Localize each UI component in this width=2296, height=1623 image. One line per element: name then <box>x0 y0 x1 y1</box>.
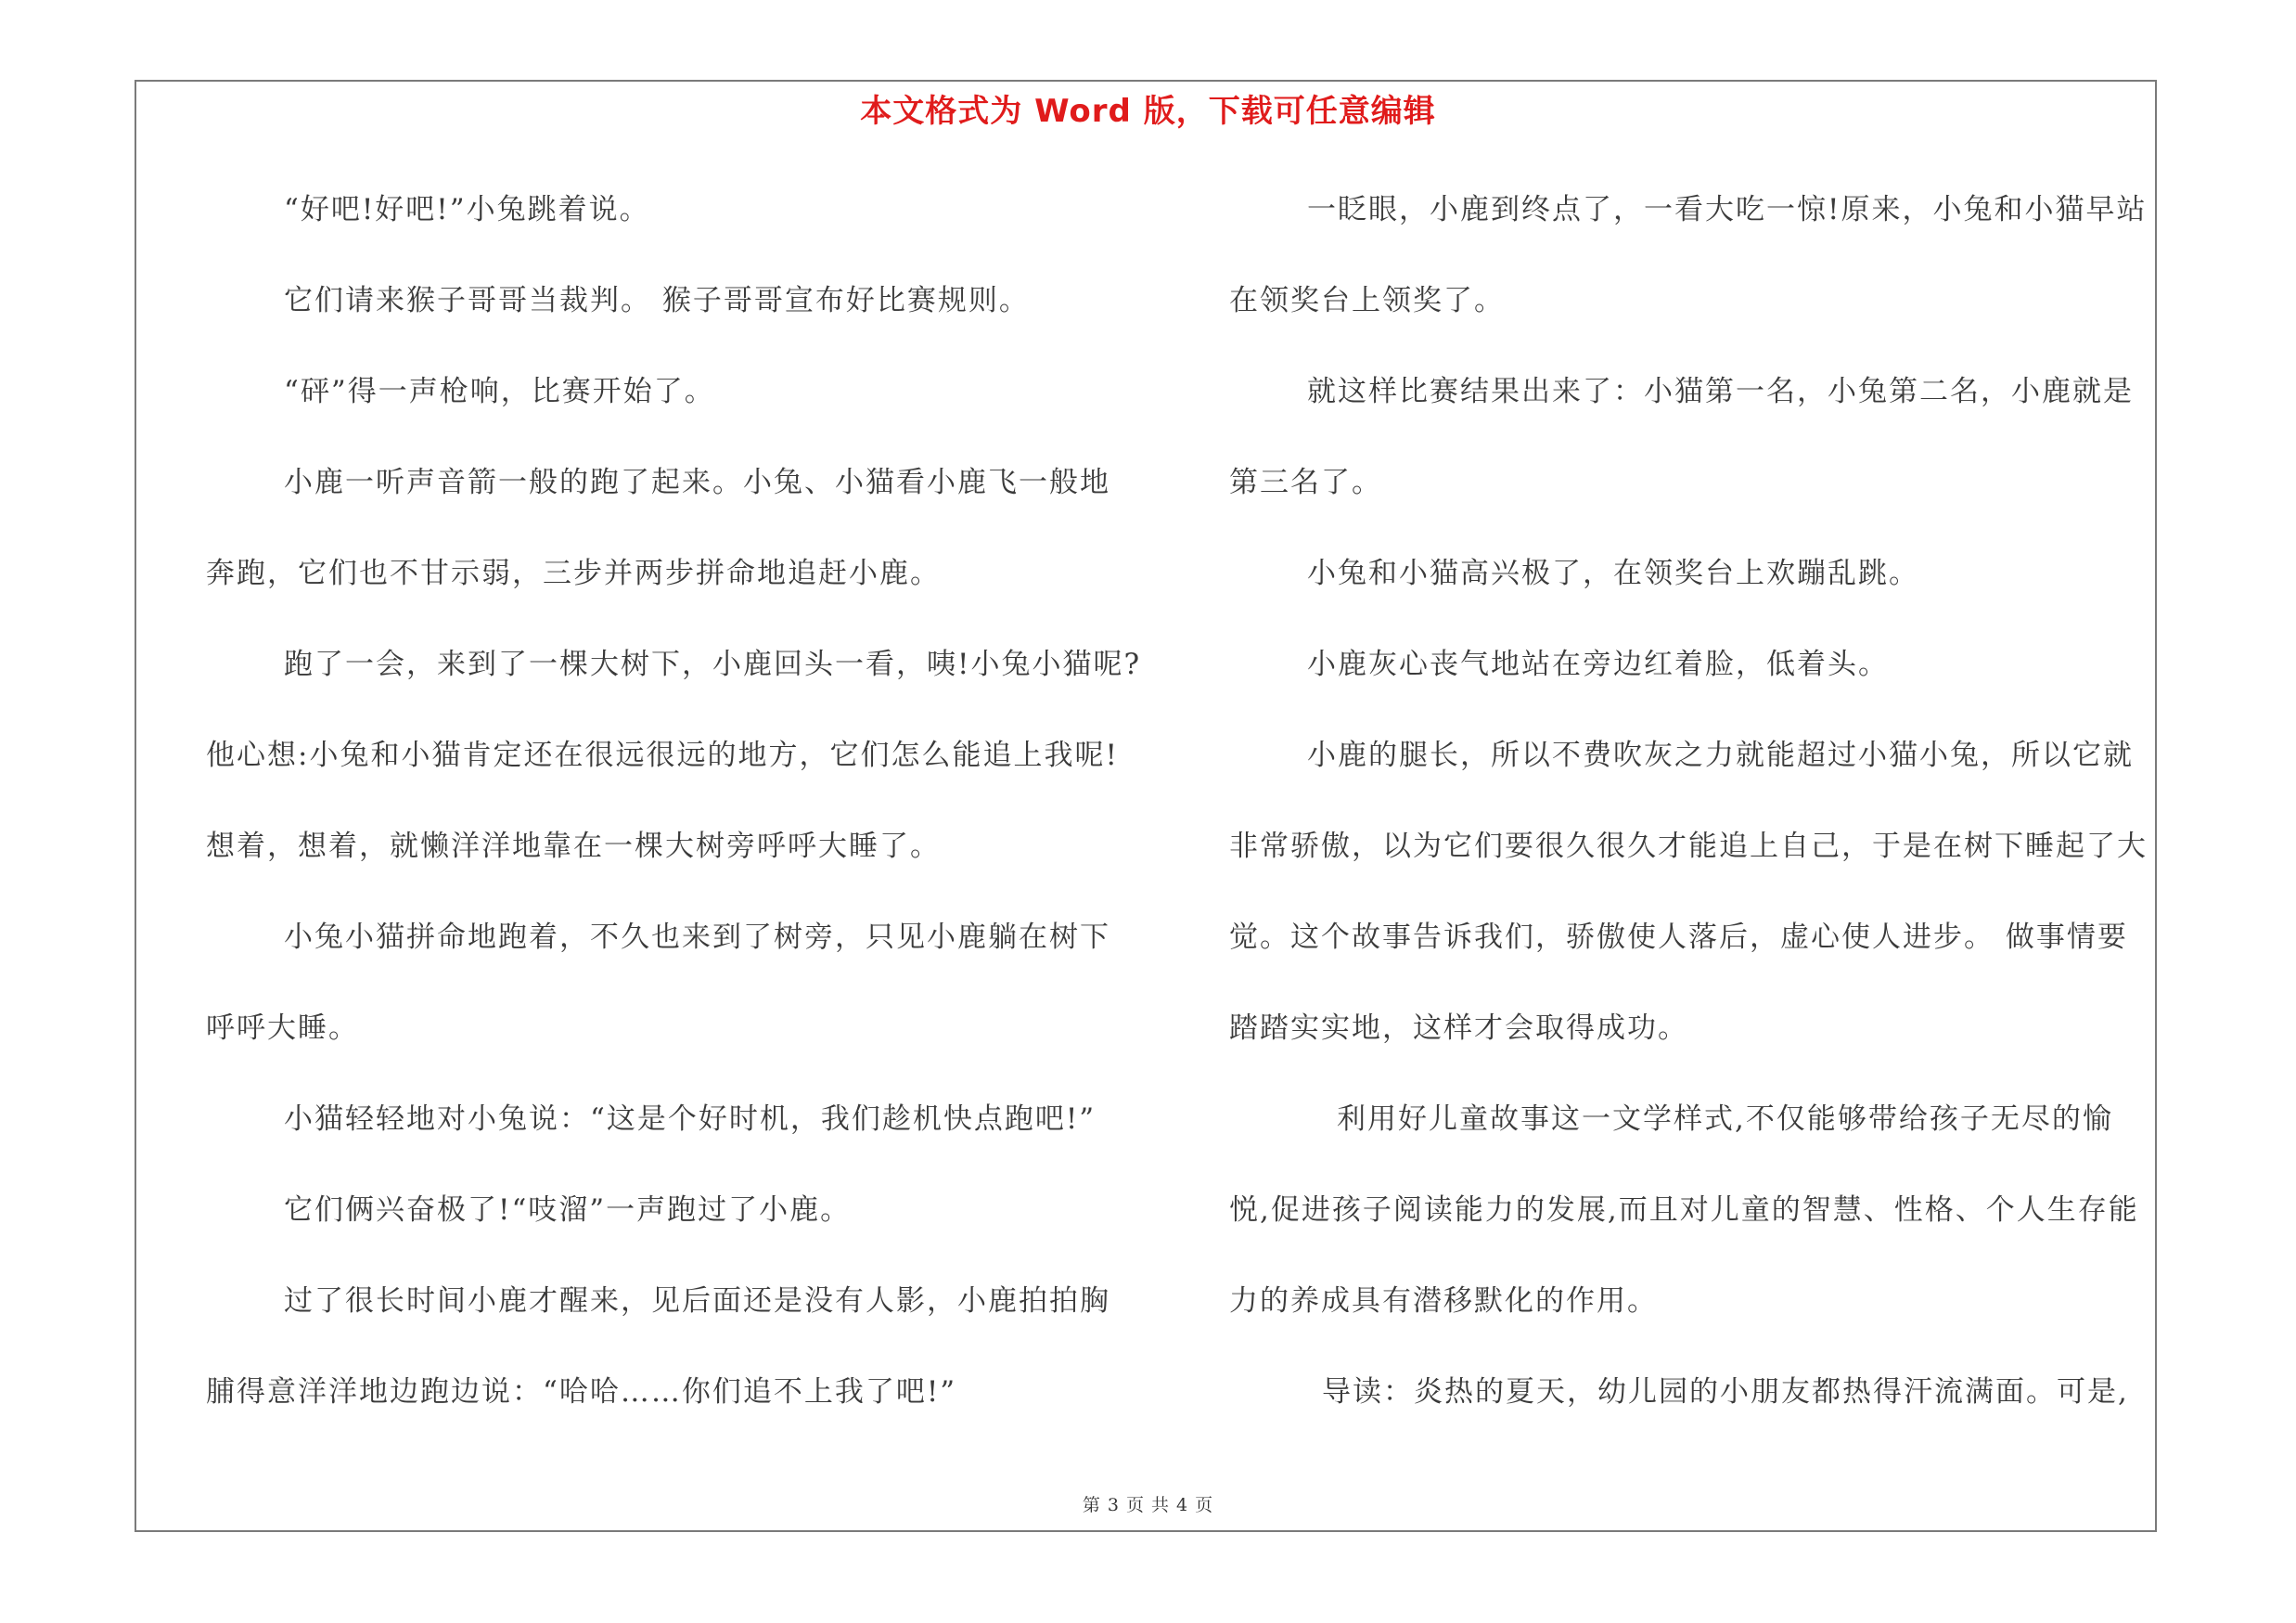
paragraph-line: 脯得意洋洋地边跑边说：“哈哈……你们追不上我了吧!” <box>206 1375 957 1409</box>
paragraph-line: “好吧!好吧!”小兔跳着说。 <box>284 193 650 226</box>
paragraph-line: 在领奖台上领奖了。 <box>1229 284 1505 317</box>
paragraph-line: 就这样比赛结果出来了：小猫第一名，小兔第二名，小鹿就是 <box>1307 375 2134 408</box>
paragraph-line: 奔跑，它们也不甘示弱，三步并两步拼命地追赶小鹿。 <box>206 557 941 590</box>
paragraph-line: 觉。这个故事告诉我们，骄傲使人落后，虚心使人进步。 做事情要 <box>1229 921 2128 954</box>
paragraph-line: 第三名了。 <box>1229 466 1382 499</box>
paragraph-line: 呼呼大睡。 <box>206 1011 359 1045</box>
left-text-column <box>206 182 1161 1455</box>
paragraph-line: 非常骄傲，以为它们要很久很久才能追上自己，于是在树下睡起了大 <box>1229 830 2148 863</box>
paragraph-line: 它们俩兴奋极了!“吱溜”一声跑过了小鹿。 <box>284 1193 852 1227</box>
paragraph-line: 它们请来猴子哥哥当裁判。 猴子哥哥宣布好比赛规则。 <box>284 284 1030 317</box>
paragraph-line: 利用好儿童故事这一文学样式,不仅能够带给孩子无尽的愉 <box>1337 1102 2113 1136</box>
paragraph-line: 导读：炎热的夏天，幼儿园的小朋友都热得汗流满面。可是, <box>1322 1375 2129 1409</box>
paragraph-line: 悦,促进孩子阅读能力的发展,而且对儿童的智慧、性格、个人生存能 <box>1229 1193 2139 1227</box>
page-number-footer: 第 3 页 共 4 页 <box>1082 1495 1214 1515</box>
document-header-banner: 本文格式为 Word 版，下载可任意编辑 <box>860 93 1436 130</box>
paragraph-line: 过了很长时间小鹿才醒来，见后面还是没有人影，小鹿拍拍胸 <box>284 1284 1110 1318</box>
paragraph-line: 小兔小猫拼命地跑着，不久也来到了树旁，只见小鹿躺在树下 <box>284 921 1110 954</box>
paragraph-line: 想着，想着，就懒洋洋地靠在一棵大树旁呼呼大睡了。 <box>206 830 941 863</box>
paragraph-line: “砰”得一声枪响，比赛开始了。 <box>284 375 715 408</box>
paragraph-line: 小鹿的腿长，所以不费吹灰之力就能超过小猫小兔，所以它就 <box>1307 739 2134 772</box>
paragraph-line: 一眨眼，小鹿到终点了，一看大吃一惊!原来，小兔和小猫早站 <box>1307 193 2148 226</box>
paragraph-line: 小猫轻轻地对小兔说：“这是个好时机，我们趁机快点跑吧!” <box>284 1102 1097 1136</box>
paragraph-line: 小鹿灰心丧气地站在旁边红着脸，低着头。 <box>1307 648 1889 681</box>
paragraph-line: 小兔和小猫高兴极了，在领奖台上欢蹦乱跳。 <box>1307 557 1919 590</box>
paragraph-line: 踏踏实实地，这样才会取得成功。 <box>1229 1011 1688 1045</box>
paragraph-line: 他心想:小兔和小猫肯定还在很远很远的地方，它们怎么能追上我呢! <box>206 739 1119 772</box>
right-text-column <box>1229 182 2157 1455</box>
paragraph-line: 小鹿一听声音箭一般的跑了起来。小兔、小猫看小鹿飞一般地 <box>284 466 1110 499</box>
paragraph-line: 力的养成具有潜移默化的作用。 <box>1229 1284 1658 1318</box>
paragraph-line: 跑了一会，来到了一棵大树下，小鹿回头一看，咦!小兔小猫呢? <box>284 648 1142 681</box>
